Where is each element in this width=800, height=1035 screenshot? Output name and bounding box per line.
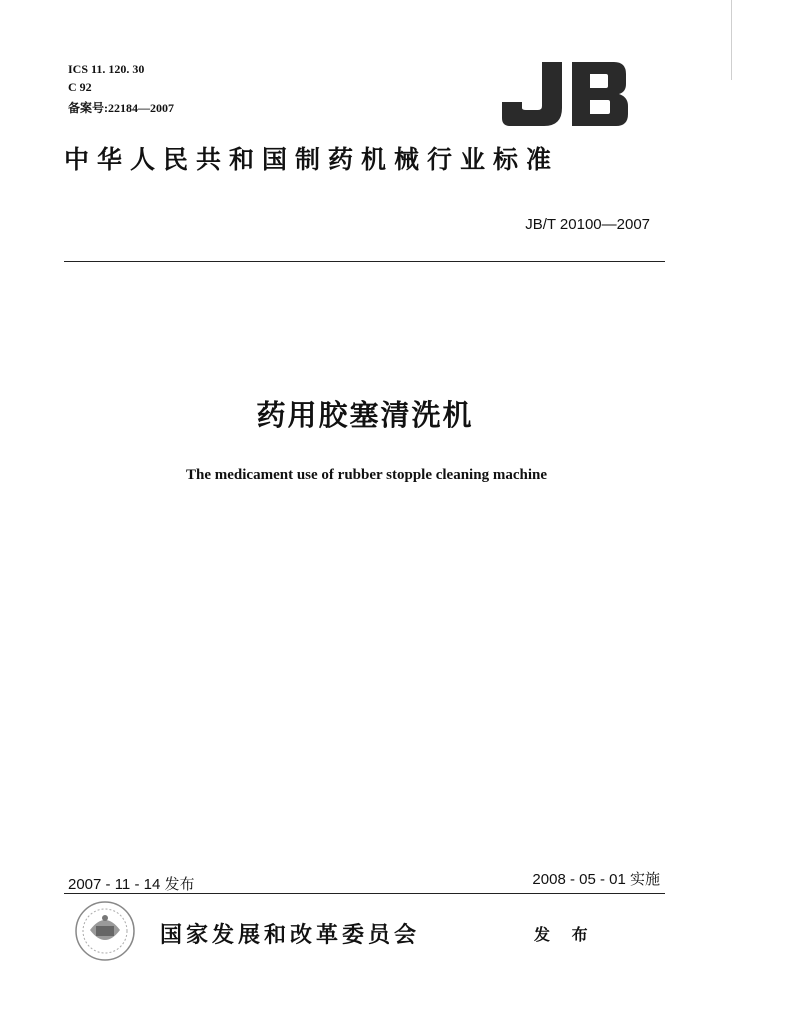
publish-label: 发 布 — [534, 925, 596, 944]
national-emblem-icon — [72, 900, 138, 962]
scan-edge-line — [731, 0, 732, 80]
document-title-chinese: 药用胶塞清洗机 — [256, 398, 474, 432]
footer-divider — [64, 893, 665, 894]
document-title-english: The medicament use of rubber stopple cleaning machine — [186, 467, 547, 483]
implementation-date: 2008 - 05 - 01 实施 — [532, 871, 660, 888]
jb-logo — [502, 62, 628, 126]
issue-date: 2007 - 11 - 14 发布 — [68, 876, 195, 893]
organization-title: 中华人民共和国制药机械行业标准 — [64, 145, 560, 174]
issuing-authority: 国家发展和改革委员会 — [160, 922, 421, 948]
standard-number: JB/T 20100—2007 — [525, 216, 650, 233]
ics-code: ICS 11. 120. 30 — [68, 62, 145, 76]
classification-code: C 92 — [68, 80, 92, 94]
record-number: 备案号:22184—2007 — [68, 101, 174, 115]
header-divider — [64, 261, 665, 262]
